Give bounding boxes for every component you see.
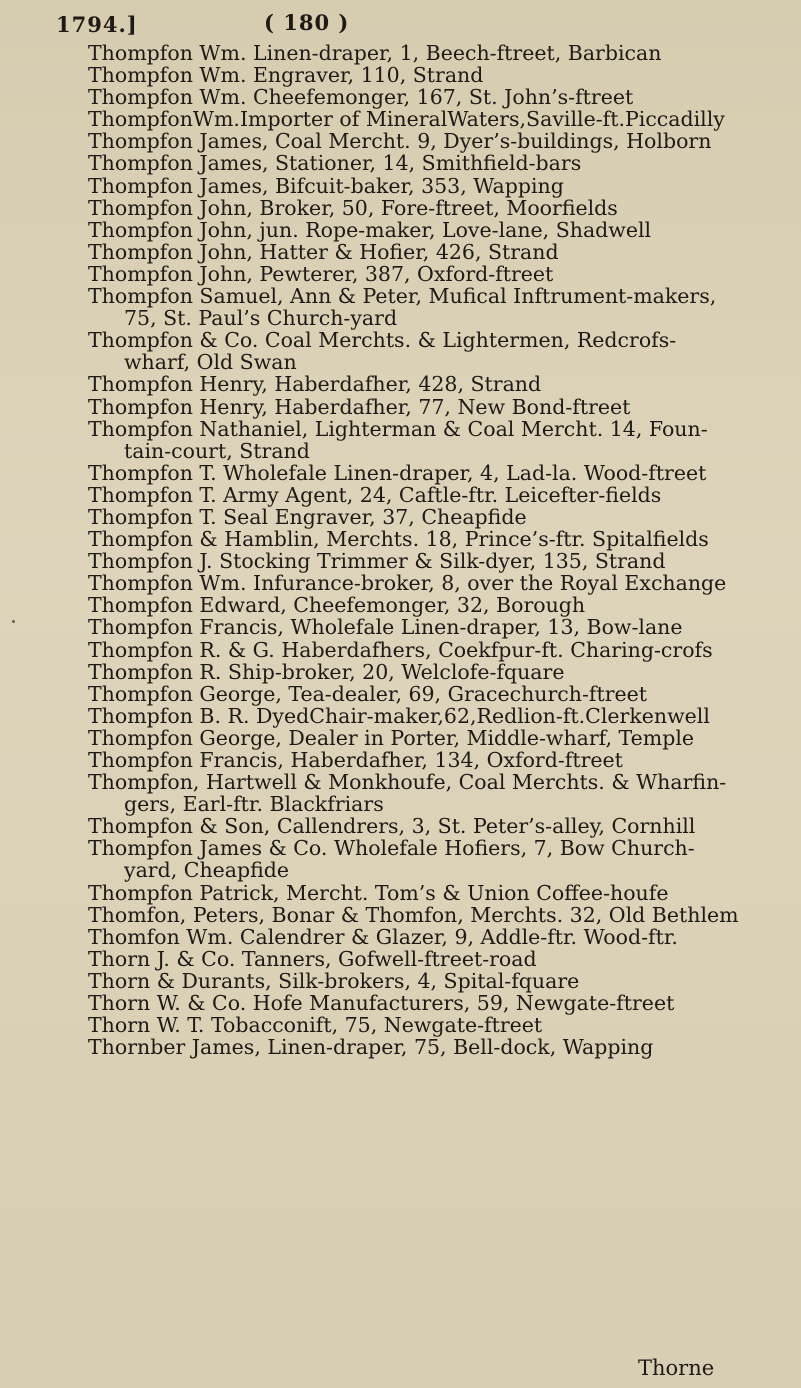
- directory-entry: Thompfon John, Broker, 50, Fore-ftreet, Moorfields: [88, 195, 618, 220]
- directory-entry: Thompfon Nathaniel, Lighterman & Coal Mercht. 14, Foun-: [88, 416, 708, 441]
- directory-entry: Thompfon James, Stationer, 14, Smithfield-bars: [88, 151, 582, 176]
- directory-entry: Thompfon & Hamblin, Merchts. 18, Prince’s-ftr. Spitalfields: [88, 527, 709, 552]
- directory-entry: Thompfon George, Dealer in Porter, Middle-wharf, Temple: [88, 725, 695, 750]
- directory-entry: Thompfon R. & G. Haberdafhers, Coekfpur-ft. Charing-crofs: [88, 637, 713, 662]
- directory-entry: Thompfon Wm. Engraver, 110, Strand: [88, 63, 484, 88]
- directory-entry: Thompfon Samuel, Ann & Peter, Mufical Inftrument-makers,: [88, 284, 717, 309]
- directory-entry: Thompfon James & Co. Wholefale Hofiers, 7, Bow Church-: [88, 836, 695, 861]
- directory-entry: Thompfon J. Stocking Trimmer & Silk-dyer, 135, Strand: [88, 549, 666, 574]
- directory-entry: Thompfon John, jun. Rope-maker, Love-lane, Shadwell: [88, 217, 652, 242]
- page-header: [56, 6, 756, 42]
- directory-entry: Thompfon T. Seal Engraver, 37, Cheapfide: [88, 504, 527, 529]
- directory-entry: Thompfon Francis, Wholefale Linen-draper, 13, Bow-lane: [88, 615, 683, 640]
- directory-entry: Thorn J. & Co. Tanners, Gofwell-ftreet-road: [88, 946, 537, 971]
- directory-entries: [88, 42, 788, 1058]
- directory-entry: Thompfon, Hartwell & Monkhoufe, Coal Merchts. & Wharfin-: [88, 770, 727, 795]
- directory-entry: Thompfon John, Hatter & Hofier, 426, Strand: [88, 239, 559, 264]
- directory-entry: Thompfon Wm. Infurance-broker, 8, over the Royal Exchange: [88, 571, 727, 596]
- directory-entry: Thompfon & Co. Coal Merchts. & Lightermen, Redcrofs-: [88, 328, 677, 353]
- margin-mark: [12, 620, 15, 623]
- directory-entry: Thompfon R. Ship-broker, 20, Welclofe-fquare: [88, 659, 565, 684]
- directory-entry: Thompfon Wm. Linen-draper, 1, Beech-ftreet, Barbican: [88, 41, 662, 65]
- directory-entry: Thompfon James, Coal Mercht. 9, Dyer’s-buildings, Holborn: [88, 129, 712, 154]
- directory-entry: Thompfon James, Bifcuit-baker, 353, Wapping: [88, 173, 564, 198]
- directory-entry: Thomfon, Peters, Bonar & Thomfon, Merchts. 32, Old Bethlem: [88, 902, 739, 927]
- directory-entry: Thornber James, Linen-draper, 75, Bell-dock, Wapping: [88, 1035, 654, 1060]
- directory-entry: Thorn W. & Co. Hofe Manufacturers, 59, Newgate-ftreet: [88, 991, 675, 1016]
- directory-entry: ThompfonWm.Importer of MineralWaters,Saville-ft.Piccadilly: [88, 107, 725, 132]
- directory-entry: Thompfon T. Army Agent, 24, Caftle-ftr. Leicefter-fields: [88, 482, 662, 507]
- directory-entry: Thompfon Edward, Cheefemonger, 32, Borough: [88, 593, 586, 618]
- directory-entry: Thompfon & Son, Callendrers, 3, St. Peter’s-alley, Cornhill: [88, 814, 696, 839]
- directory-entry: Thorn & Durants, Silk-brokers, 4, Spital-fquare: [88, 968, 580, 993]
- directory-entry: gers, Earl-ftr. Blackfriars: [124, 792, 384, 817]
- directory-entry: yard, Cheapfide: [124, 858, 290, 883]
- directory-entry: wharf, Old Swan: [124, 350, 297, 375]
- directory-entry: Thompfon Wm. Cheefemonger, 167, St. John’s-ftreet: [88, 85, 634, 110]
- directory-entry: Thompfon B. R. DyedChair-maker,62,Redlion-ft.Clerkenwell: [88, 703, 710, 728]
- directory-entry: Thomfon Wm. Calendrer & Glazer, 9, Addle-ftr. Wood-ftr.: [88, 924, 678, 949]
- catchword: Thorne: [638, 1356, 715, 1380]
- directory-entry: Thorn W. T. Tobacconift, 75, Newgate-ftreet: [88, 1013, 543, 1038]
- directory-entry: tain-court, Strand: [124, 438, 310, 463]
- directory-entry: Thompfon Henry, Haberdafher, 77, New Bond-ftreet: [88, 394, 631, 419]
- directory-entry: Thompfon Henry, Haberdafher, 428, Strand: [88, 372, 542, 397]
- page-number: ( 180 ): [264, 10, 350, 35]
- directory-entry: 75, St. Paul’s Church-yard: [124, 306, 398, 331]
- directory-entry: Thompfon T. Wholefale Linen-draper, 4, Lad-la. Wood-ftreet: [88, 460, 707, 485]
- directory-entry: Thompfon Patrick, Mercht. Tom’s & Union Coffee-houfe: [88, 880, 669, 905]
- directory-entry: Thompfon Francis, Haberdafher, 134, Oxford-ftreet: [88, 748, 623, 772]
- directory-entry: Thompfon John, Pewterer, 387, Oxford-ftreet: [88, 261, 554, 286]
- header-year: 1794.]: [56, 12, 138, 37]
- directory-entry: Thompfon George, Tea-dealer, 69, Gracechurch-ftreet: [88, 681, 648, 706]
